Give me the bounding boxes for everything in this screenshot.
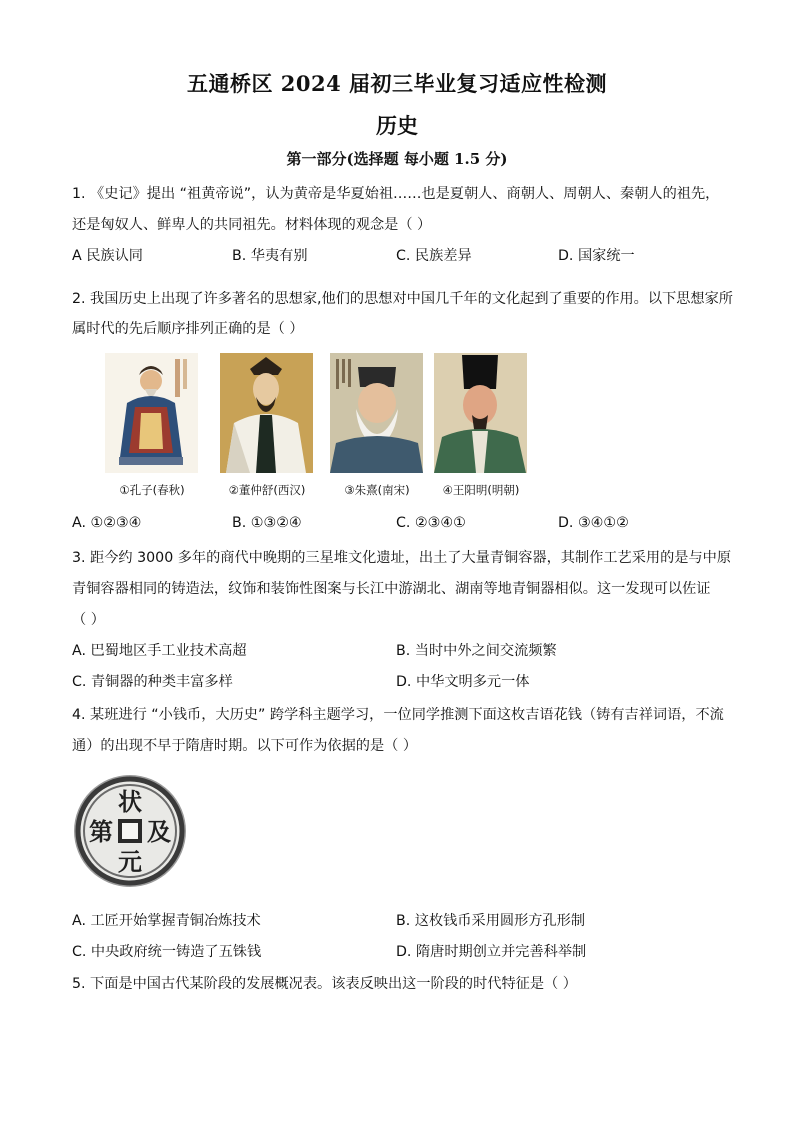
q3-option-d[interactable]: D. 中华文明多元一体 xyxy=(396,674,530,690)
q3-option-c[interactable]: C. 青铜器的种类丰富多样 xyxy=(72,674,233,690)
coin-char-top: 状 xyxy=(118,787,142,816)
q4-option-d[interactable]: D. 隋唐时期创立并完善科举制 xyxy=(396,944,587,960)
q2-stem-line2: 属时代的先后顺序排列正确的是（ ） xyxy=(72,321,304,337)
portrait-caption-4: ④王阳明(明朝) xyxy=(442,483,520,497)
coin-image xyxy=(70,771,190,891)
q3-stem-line1: 3. 距今约 3000 多年的商代中晚期的三星堆文化遗址，出土了大量青铜容器，其制作工艺采用的是与中原 xyxy=(72,550,732,566)
q4-stem-line1: 4. 某班进行 “小钱币，大历史” 跨学科主题学习，一位同学推测下面这枚吉语花钱（铸有吉祥词语，不流 xyxy=(72,707,724,723)
q1-option-d[interactable]: D. 国家统一 xyxy=(558,248,635,264)
portrait-caption-3: ③朱熹(南宋) xyxy=(344,483,410,497)
coin-char-left: 第 xyxy=(89,817,113,846)
q2-option-b[interactable]: B. ①③②④ xyxy=(232,515,302,531)
q1-stem-line2: 还是匈奴人、鲜卑人的共同祖先。材料体现的观念是（ ） xyxy=(72,217,432,233)
portrait-caption-1: ①孔子(春秋) xyxy=(119,483,185,497)
q4-option-b[interactable]: B. 这枚钱币采用圆形方孔形制 xyxy=(396,913,586,929)
q1-option-b[interactable]: B. 华夷有别 xyxy=(232,248,308,264)
q5-stem-line1: 5. 下面是中国古代某阶段的发展概况表。该表反映出这一阶段的时代特征是（ ） xyxy=(72,976,577,992)
q4-option-c[interactable]: C. 中央政府统一铸造了五铢钱 xyxy=(72,944,262,960)
portrait-wang-yangming xyxy=(434,353,527,473)
exam-title: 五通桥区 2024 届初三毕业复习适应性检测 xyxy=(186,71,608,96)
coin-char-bottom: 元 xyxy=(118,847,142,876)
q3-stem-line2: 青铜容器相同的铸造法，纹饰和装饰性图案与长江中游湖北、湖南等地青铜器相似。这一发现可以佐证 xyxy=(72,581,711,597)
section-heading: 第一部分(选择题 每小题 1.5 分) xyxy=(286,150,508,168)
q1-option-a[interactable]: A 民族认同 xyxy=(72,248,143,264)
q4-option-a[interactable]: A. 工匠开始掌握青铜冶炼技术 xyxy=(72,913,261,929)
q3-stem-line3: （ ） xyxy=(72,612,105,628)
q3-option-a[interactable]: A. 巴蜀地区手工业技术高超 xyxy=(72,643,247,659)
portrait-zhu-xi xyxy=(330,353,423,473)
q2-option-d[interactable]: D. ③④①② xyxy=(558,515,629,531)
q2-option-a[interactable]: A. ①②③④ xyxy=(72,515,142,531)
coin-char-right: 及 xyxy=(147,817,171,846)
q2-stem-line1: 2. 我国历史上出现了许多著名的思想家,他们的思想对中国几千年的文化起到了重要的作用。以下思想家所 xyxy=(72,291,733,307)
q1-option-c[interactable]: C. 民族差异 xyxy=(396,248,472,264)
portrait-caption-2: ②董仲舒(西汉) xyxy=(228,483,306,497)
portrait-dong-zhongshu xyxy=(220,353,313,473)
subject-title: 历史 xyxy=(376,113,418,138)
q4-stem-line2: 通）的出现不早于隋唐时期。以下可作为依据的是（ ） xyxy=(72,738,418,754)
q3-option-b[interactable]: B. 当时中外之间交流频繁 xyxy=(396,643,557,659)
q1-stem-line1: 1. 《史记》提出 “祖黄帝说”，认为黄帝是华夏始祖……也是夏朝人、商朝人、周朝人、秦朝人的祖先， xyxy=(72,186,720,202)
portrait-confucius xyxy=(105,353,198,473)
q2-option-c[interactable]: C. ②③④① xyxy=(396,515,466,531)
